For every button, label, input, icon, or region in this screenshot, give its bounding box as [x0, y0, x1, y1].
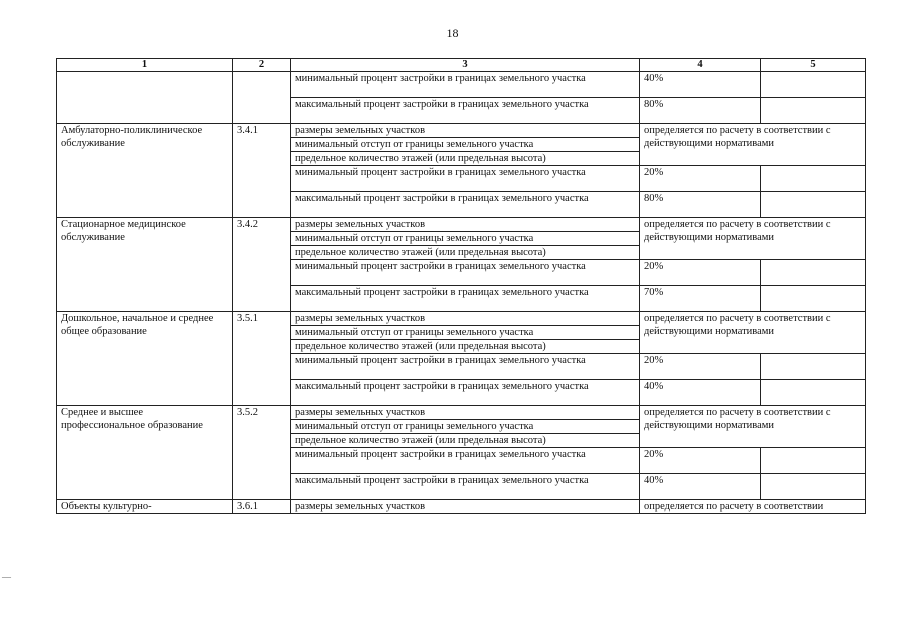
- value-cell: 70%: [640, 286, 761, 312]
- use-type-name: Дошкольное, начальное и среднее общее образование: [57, 312, 233, 406]
- use-type-name: Амбулаторно-поликлиническое обслуживание: [57, 124, 233, 218]
- param-cell: максимальный процент застройки в границах земельного участка: [291, 286, 640, 312]
- value-cell: 20%: [640, 354, 761, 380]
- table-row: [57, 500, 866, 514]
- use-type-code: 3.5.1: [233, 312, 291, 406]
- header-col-4: 4: [640, 59, 761, 72]
- empty-cell: [761, 260, 866, 286]
- margin-mark: —: [2, 572, 11, 582]
- value-cell: 20%: [640, 448, 761, 474]
- use-type-name: Среднее и высшее профессиональное образование: [57, 406, 233, 500]
- empty-cell: [761, 380, 866, 406]
- table-row: [57, 406, 866, 420]
- empty-cell: [761, 192, 866, 218]
- value-cell: 40%: [640, 72, 761, 98]
- continuation-code-cell: [233, 72, 291, 124]
- page-number: 18: [446, 26, 459, 40]
- param-cell: размеры земельных участков: [291, 500, 640, 514]
- calc-note-cell: определяется по расчету в соответствии с действующими нормативами: [640, 312, 866, 354]
- header-row: [57, 59, 866, 72]
- param-cell: размеры земельных участков: [291, 124, 640, 138]
- empty-cell: [761, 166, 866, 192]
- param-cell: минимальный процент застройки в границах земельного участка: [291, 354, 640, 380]
- param-cell: максимальный процент застройки в границах земельного участка: [291, 380, 640, 406]
- value-cell: 20%: [640, 260, 761, 286]
- param-cell: минимальный отступ от границы земельного участка: [291, 326, 640, 340]
- empty-cell: [761, 286, 866, 312]
- table-row: [57, 218, 866, 232]
- empty-cell: [761, 98, 866, 124]
- value-cell: 80%: [640, 192, 761, 218]
- param-cell: размеры земельных участков: [291, 406, 640, 420]
- header-col-1: 1: [57, 59, 233, 72]
- empty-cell: [761, 72, 866, 98]
- param-cell: предельное количество этажей (или предельная высота): [291, 340, 640, 354]
- param-cell: размеры земельных участков: [291, 312, 640, 326]
- param-cell: предельное количество этажей (или предельная высота): [291, 152, 640, 166]
- calc-note-cell: определяется по расчету в соответствии с действующими нормативами: [640, 218, 866, 260]
- table-row: [57, 312, 866, 326]
- param-cell: предельное количество этажей (или предельная высота): [291, 434, 640, 448]
- value-cell: 80%: [640, 98, 761, 124]
- use-type-code: 3.5.2: [233, 406, 291, 500]
- regulations-table: [56, 58, 866, 514]
- empty-cell: [761, 354, 866, 380]
- calc-note-cell: определяется по расчету в соответствии с действующими нормативами: [640, 406, 866, 448]
- param-cell: минимальный процент застройки в границах земельного участка: [291, 260, 640, 286]
- param-cell: минимальный отступ от границы земельного участка: [291, 138, 640, 152]
- value-cell: 40%: [640, 474, 761, 500]
- empty-cell: [761, 474, 866, 500]
- use-type-code: 3.6.1: [233, 500, 291, 514]
- param-cell: минимальный процент застройки в границах земельного участка: [291, 166, 640, 192]
- use-type-name: Стационарное медицинское обслуживание: [57, 218, 233, 312]
- value-cell: 40%: [640, 380, 761, 406]
- calc-note-cell: определяется по расчету в соответствии с действующими нормативами: [640, 124, 866, 166]
- value-cell: 20%: [640, 166, 761, 192]
- table-row: [57, 124, 866, 138]
- use-type-name: Объекты культурно-: [57, 500, 233, 514]
- param-cell: минимальный процент застройки в границах земельного участка: [291, 72, 640, 98]
- empty-cell: [761, 448, 866, 474]
- use-type-code: 3.4.2: [233, 218, 291, 312]
- param-cell: максимальный процент застройки в границах земельного участка: [291, 98, 640, 124]
- header-col-3: 3: [291, 59, 640, 72]
- param-cell: предельное количество этажей (или предельная высота): [291, 246, 640, 260]
- header-col-5: 5: [761, 59, 866, 72]
- calc-note-cell: определяется по расчету в соответствии: [640, 500, 866, 514]
- param-cell: максимальный процент застройки в границах земельного участка: [291, 192, 640, 218]
- param-cell: минимальный отступ от границы земельного участка: [291, 232, 640, 246]
- param-cell: минимальный отступ от границы земельного участка: [291, 420, 640, 434]
- param-cell: максимальный процент застройки в границах земельного участка: [291, 474, 640, 500]
- continuation-name-cell: [57, 72, 233, 124]
- header-col-2: 2: [233, 59, 291, 72]
- use-type-code: 3.4.1: [233, 124, 291, 218]
- table-row: [57, 72, 866, 98]
- param-cell: размеры земельных участков: [291, 218, 640, 232]
- param-cell: минимальный процент застройки в границах земельного участка: [291, 448, 640, 474]
